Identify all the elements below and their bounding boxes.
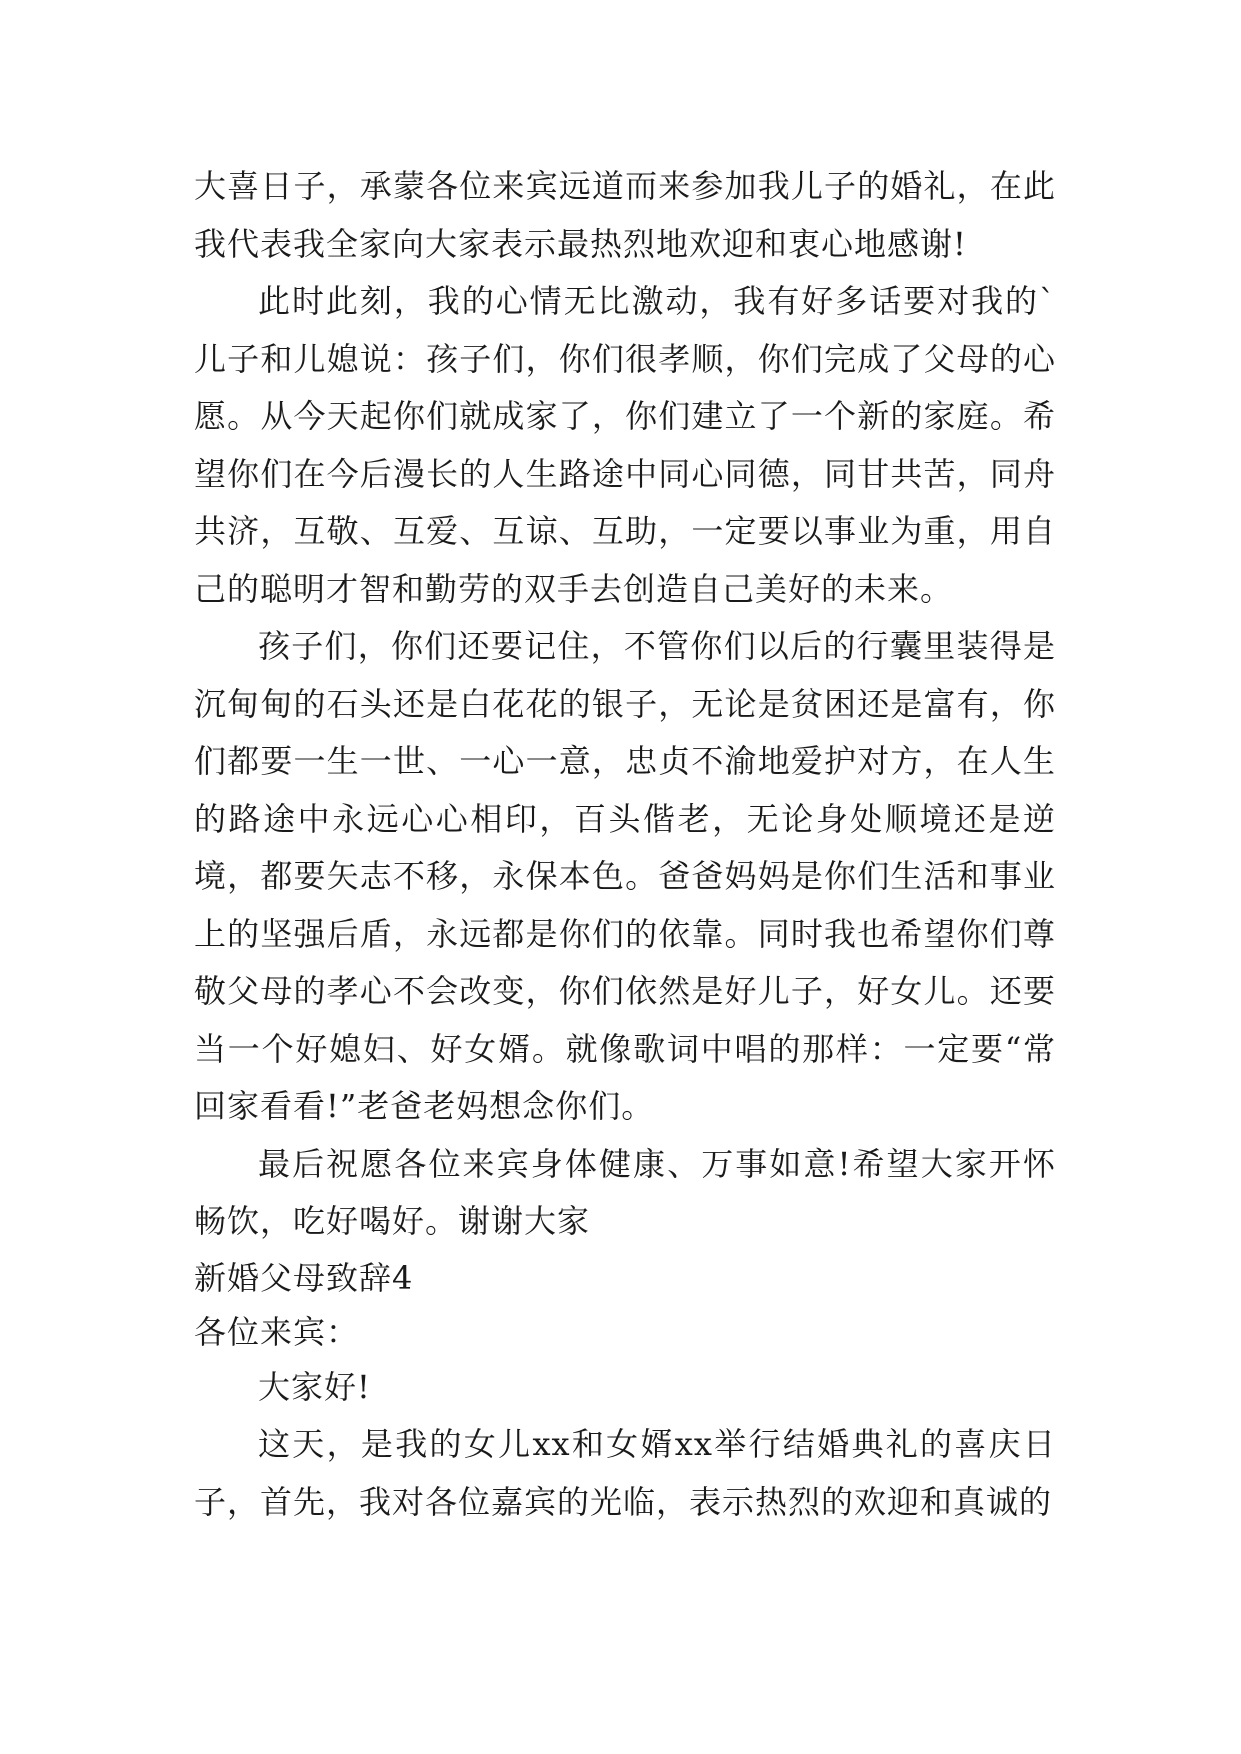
- paragraph-speech-opening: 这天，是我的女儿xx和女婿xx举行结婚典礼的喜庆日子，首先，我对各位嘉宾的光临，表示热烈的欢迎和真诚的: [194, 1425, 1056, 1521]
- paragraph-opening-continuation: 大喜日子，承蒙各位来宾远道而来参加我儿子的婚礼，在此我代表我全家向大家表示最热烈地欢迎和衷心地感谢!: [194, 167, 1056, 263]
- document-body: [194, 158, 1056, 1531]
- paragraph-wishes-to-couple: 此时此刻，我的心情无比激动，我有好多话要对我的`儿子和儿媳说：孩子们，你们很孝顺，你们完成了父母的心愿。从今天起你们就成家了，你们建立了一个新的家庭。希望你们在今后漫长的人生路途中同心同德，同甘共苦，同舟共济，互敬、互爱、互谅、互助，一定要以事业为重，用自己的聪明才智和勤劳的双手去创造自己美好的未来。: [194, 282, 1056, 608]
- greeting: 大家好!: [258, 1367, 371, 1406]
- section-title: 新婚父母致辞4: [194, 1258, 414, 1297]
- paragraph-closing-toast: 最后祝愿各位来宾身体健康、万事如意!希望大家开怀畅饮，吃好喝好。谢谢大家: [194, 1144, 1056, 1240]
- paragraph-remember-advice: 孩子们，你们还要记住，不管你们以后的行囊里装得是沉甸甸的石头还是白花花的银子，无论是贫困还是富有，你们都要一生一世、一心一意，忠贞不渝地爱护对方，在人生的路途中永远心心相印，百头偕老，无论身处顺境还是逆境，都要矢志不移，永保本色。爸爸妈妈是你们生活和事业上的坚强后盾，永远都是你们的依靠。同时我也希望你们尊敬父母的孝心不会改变，你们依然是好儿子，好女儿。还要当一个好媳妇、好女婿。就像歌词中唱的那样：一定要“常回家看看!”老爸老妈想念你们。: [194, 627, 1056, 1125]
- salutation: 各位来宾：: [194, 1312, 360, 1351]
